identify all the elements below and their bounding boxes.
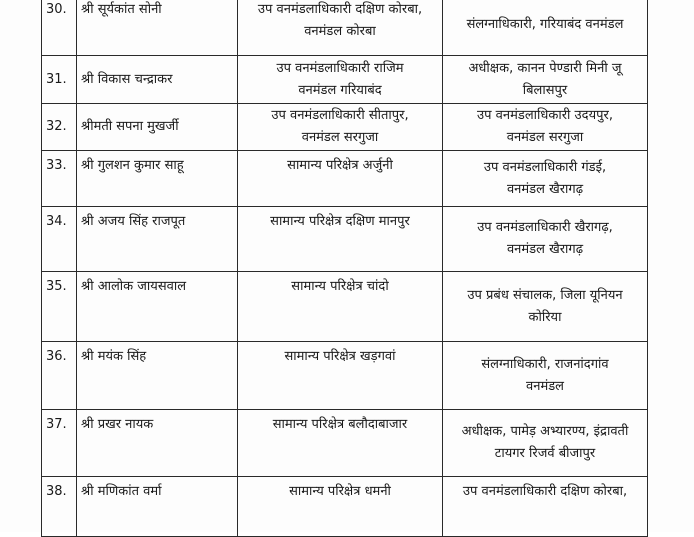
- officer-name: श्रीमती सपना मुखर्जी: [77, 104, 238, 151]
- new-posting: [443, 410, 648, 477]
- current-posting-line: सामान्य परिक्षेत्र चांदो: [291, 279, 389, 294]
- table-row: [42, 410, 648, 477]
- current-posting-line: वनमंडल कोरबा: [304, 24, 376, 39]
- current-posting-line: वनमंडल सरगुजा: [301, 130, 379, 145]
- new-posting-line: वनमंडल खैरागढ़: [506, 181, 584, 197]
- new-posting: [443, 207, 648, 272]
- new-posting: [443, 342, 648, 410]
- table-row: [42, 104, 648, 151]
- serial-number: 31.: [42, 56, 77, 104]
- current-posting: [238, 342, 443, 410]
- current-posting-line: वनमंडल गरियाबंद: [298, 82, 382, 98]
- transfer-table: [41, 0, 648, 537]
- current-posting: [238, 0, 443, 56]
- current-posting-line: उप वनमंडलाधिकारी राजिम: [276, 60, 404, 76]
- current-posting: [238, 104, 443, 151]
- new-posting-line: उप प्रबंध संचालक, जिला यूनियन: [467, 287, 623, 303]
- current-posting-line: सामान्य परिक्षेत्र धमनी: [289, 484, 391, 499]
- serial-number: 35.: [42, 272, 77, 342]
- current-posting: [238, 207, 443, 272]
- new-posting-line: उप वनमंडलाधिकारी दक्षिण कोरबा,: [462, 484, 628, 499]
- table-row: [42, 477, 648, 537]
- current-posting: [238, 410, 443, 477]
- current-posting-line: सामान्य परिक्षेत्र अर्जुनी: [287, 158, 393, 173]
- new-posting-line: बिलासपुर: [522, 82, 568, 98]
- officer-name: श्री अजय सिंह राजपूत: [77, 207, 238, 272]
- new-posting: [443, 104, 648, 151]
- table-row: [42, 207, 648, 272]
- table-row: [42, 56, 648, 104]
- current-posting: [238, 151, 443, 207]
- new-posting-line: उप वनमंडलाधिकारी खैरागढ़,: [477, 220, 613, 235]
- current-posting: [238, 56, 443, 104]
- new-posting-line: वनमंडल खैरागढ़: [506, 242, 584, 257]
- table-row: [42, 272, 648, 342]
- new-posting-line: वनमंडल: [526, 378, 564, 394]
- officer-name: श्री प्रखर नायक: [77, 410, 238, 477]
- officer-name: श्री सूर्यकांत सोनी: [77, 0, 238, 56]
- officer-name: श्री विकास चन्द्राकर: [77, 56, 238, 104]
- serial-number: 34.: [42, 207, 77, 272]
- new-posting-line: उप वनमंडलाधिकारी उदयपुर,: [477, 108, 613, 123]
- serial-number: 32.: [42, 104, 77, 151]
- serial-number: 33.: [42, 151, 77, 207]
- new-posting: [443, 56, 648, 104]
- current-posting: [238, 477, 443, 537]
- officer-name: श्री मयंक सिंह: [77, 342, 238, 410]
- table-row: [42, 342, 648, 410]
- new-posting-line: कोरिया: [528, 309, 562, 325]
- current-posting-line: सामान्य परिक्षेत्र दक्षिण मानपुर: [270, 214, 410, 229]
- officer-name: श्री मणिकांत वर्मा: [77, 477, 238, 537]
- serial-number: 30.: [42, 0, 77, 56]
- serial-number: 37.: [42, 410, 77, 477]
- new-posting: [443, 477, 648, 537]
- new-posting: [443, 0, 648, 56]
- new-posting-line: संलग्नाधिकारी, राजनांदगांव: [481, 356, 609, 372]
- officer-name: श्री आलोक जायसवाल: [77, 272, 238, 342]
- new-posting-line: वनमंडल सरगुजा: [506, 130, 584, 145]
- new-posting-line: अधीक्षक, कानन पेण्डारी मिनी जू: [468, 60, 622, 76]
- current-posting-line: उप वनमंडलाधिकारी दक्षिण कोरबा,: [257, 2, 423, 17]
- new-posting-line: टायगर रिजर्व बीजापुर: [494, 446, 596, 461]
- new-posting-line: अधीक्षक, पामेड़ अभ्यारण्य, इंद्रावती: [461, 424, 629, 439]
- table-row: [42, 0, 648, 56]
- new-posting: [443, 272, 648, 342]
- serial-number: 38.: [42, 477, 77, 537]
- current-posting-line: सामान्य परिक्षेत्र बलौदाबाजार: [272, 417, 408, 432]
- serial-number: 36.: [42, 342, 77, 410]
- officer-name: श्री गुलशन कुमार साहू: [77, 151, 238, 207]
- current-posting: [238, 272, 443, 342]
- new-posting-line: संलग्नाधिकारी, गरियाबंद वनमंडल: [466, 17, 624, 32]
- new-posting-line: उप वनमंडलाधिकारी गंडई,: [483, 159, 607, 175]
- new-posting: [443, 151, 648, 207]
- current-posting-line: सामान्य परिक्षेत्र खड़गवां: [284, 349, 396, 364]
- table-row: [42, 151, 648, 207]
- current-posting-line: उप वनमंडलाधिकारी सीतापुर,: [271, 108, 409, 123]
